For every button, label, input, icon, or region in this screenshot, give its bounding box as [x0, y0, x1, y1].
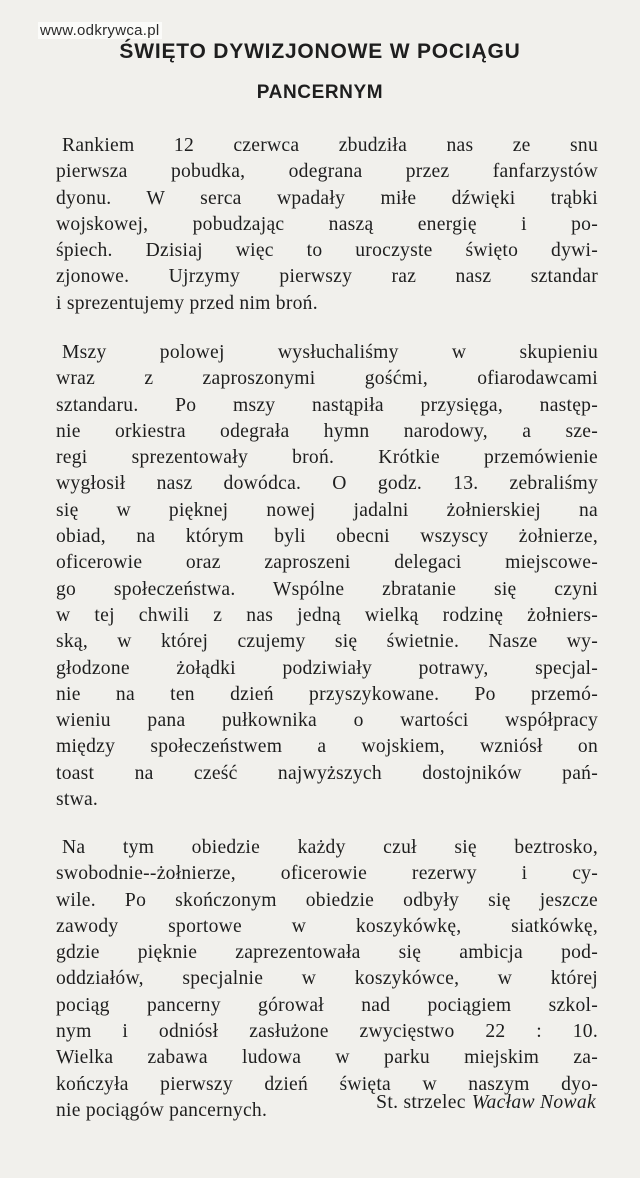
text-line: oficerowie oraz zaproszeni delegaci miejscowe-: [56, 552, 598, 574]
text-line: się w pięknej nowej jadalni żołnierskiej na: [56, 499, 598, 521]
text-line: dyonu. W serca wpadały miłe dźwięki trąbki: [56, 187, 598, 209]
text-line: Wielka zabawa ludowa w parku miejskim za-: [56, 1047, 598, 1069]
text-line: ską, w której czujemy się świetnie. Nasze wy-: [56, 631, 598, 653]
text-line: zawody sportowe w koszykówkę, siatkówkę,: [56, 915, 598, 937]
text-line: sztandaru. Po mszy nastąpiła przysięga, następ-: [56, 394, 598, 416]
text-line: wygłosił nasz dowódca. O godz. 13. zebraliśmy: [56, 473, 598, 495]
text-line: wojskowej, pobudzając naszą energię i po-: [56, 213, 598, 235]
title-line-2: PANCERNYM: [256, 82, 384, 103]
text-line: pociąg pancerny górował nad pociągiem szkol-: [56, 994, 598, 1016]
text-line: nie orkiestra odegrała hymn narodowy, a sze-: [56, 420, 598, 442]
article-title: [0, 40, 640, 104]
text-line: regi sprezentowały broń. Krótkie przemówienie: [56, 447, 598, 469]
text-line: głodzone żołądki podziwiały potrawy, specjal-: [56, 657, 598, 679]
text-line: wile. Po skończonym obiedzie odbyły się jeszcze: [56, 889, 598, 911]
text-line: nym i odniósł zasłużone zwycięstwo 22 : 10.: [56, 1021, 598, 1043]
text-line: obiad, na którym byli obecni wszyscy żołnierze,: [56, 526, 598, 548]
text-line: toast na cześć najwyższych dostojników pań-: [56, 762, 598, 784]
text-line: Rankiem 12 czerwca zbudziła nas ze snu: [62, 135, 598, 156]
title-line-1: ŚWIĘTO DYWIZJONOWE W POCIĄGU: [119, 40, 521, 63]
signature: [376, 1092, 596, 1114]
paragraph-1: [56, 133, 598, 317]
text-line: zjonowe. Ujrzymy pierwszy raz nasz sztandar: [56, 266, 598, 288]
text-line: Mszy polowej wysłuchaliśmy w skupieniu: [62, 342, 598, 363]
text-line: Na tym obiedzie każdy czuł się beztrosko,: [62, 837, 598, 858]
text-line: śpiech. Dzisiaj więc to uroczyste święto dywi-: [56, 240, 598, 262]
text-line: oddziałów, specjalnie w koszykówce, w której: [56, 968, 598, 990]
paragraph-3: [56, 835, 598, 1124]
text-line: gdzie pięknie zaprezentowała się ambicja pod-: [56, 942, 598, 964]
text-line: między społeczeństwem a wojskiem, wzniósł on: [56, 736, 598, 758]
signature-name: Wacław Nowak: [471, 1092, 596, 1113]
text-line: kończyła pierwszy dzień święta w naszym dyo-: [56, 1073, 598, 1095]
signature-rank: St. strzelec: [376, 1092, 466, 1113]
text-line: nie pociągów pancernych.: [56, 1099, 268, 1121]
text-line: go społeczeństwa. Wspólne zbratanie się czyni: [56, 578, 598, 600]
text-line: wieniu pana pułkownika o wartości współpracy: [56, 710, 598, 732]
text-line: nie na ten dzień przyszykowane. Po przemó-: [56, 683, 598, 705]
text-line: wraz z zaproszonymi gośćmi, ofiarodawcami: [56, 368, 598, 390]
text-line: swobodnie--żołnierze, oficerowie rezerwy i cy-: [56, 863, 598, 885]
text-line: stwa.: [56, 789, 99, 811]
text-line: i sprezentujemy przed nim broń.: [56, 292, 318, 314]
text-line: pierwsza pobudka, odegrana przez fanfarzystów: [56, 161, 598, 183]
watermark: www.odkrywca.pl: [40, 22, 160, 39]
paragraph-2: [56, 340, 598, 813]
text-line: w tej chwili z nas jedną wielką rodzinę żołniers-: [56, 604, 598, 626]
